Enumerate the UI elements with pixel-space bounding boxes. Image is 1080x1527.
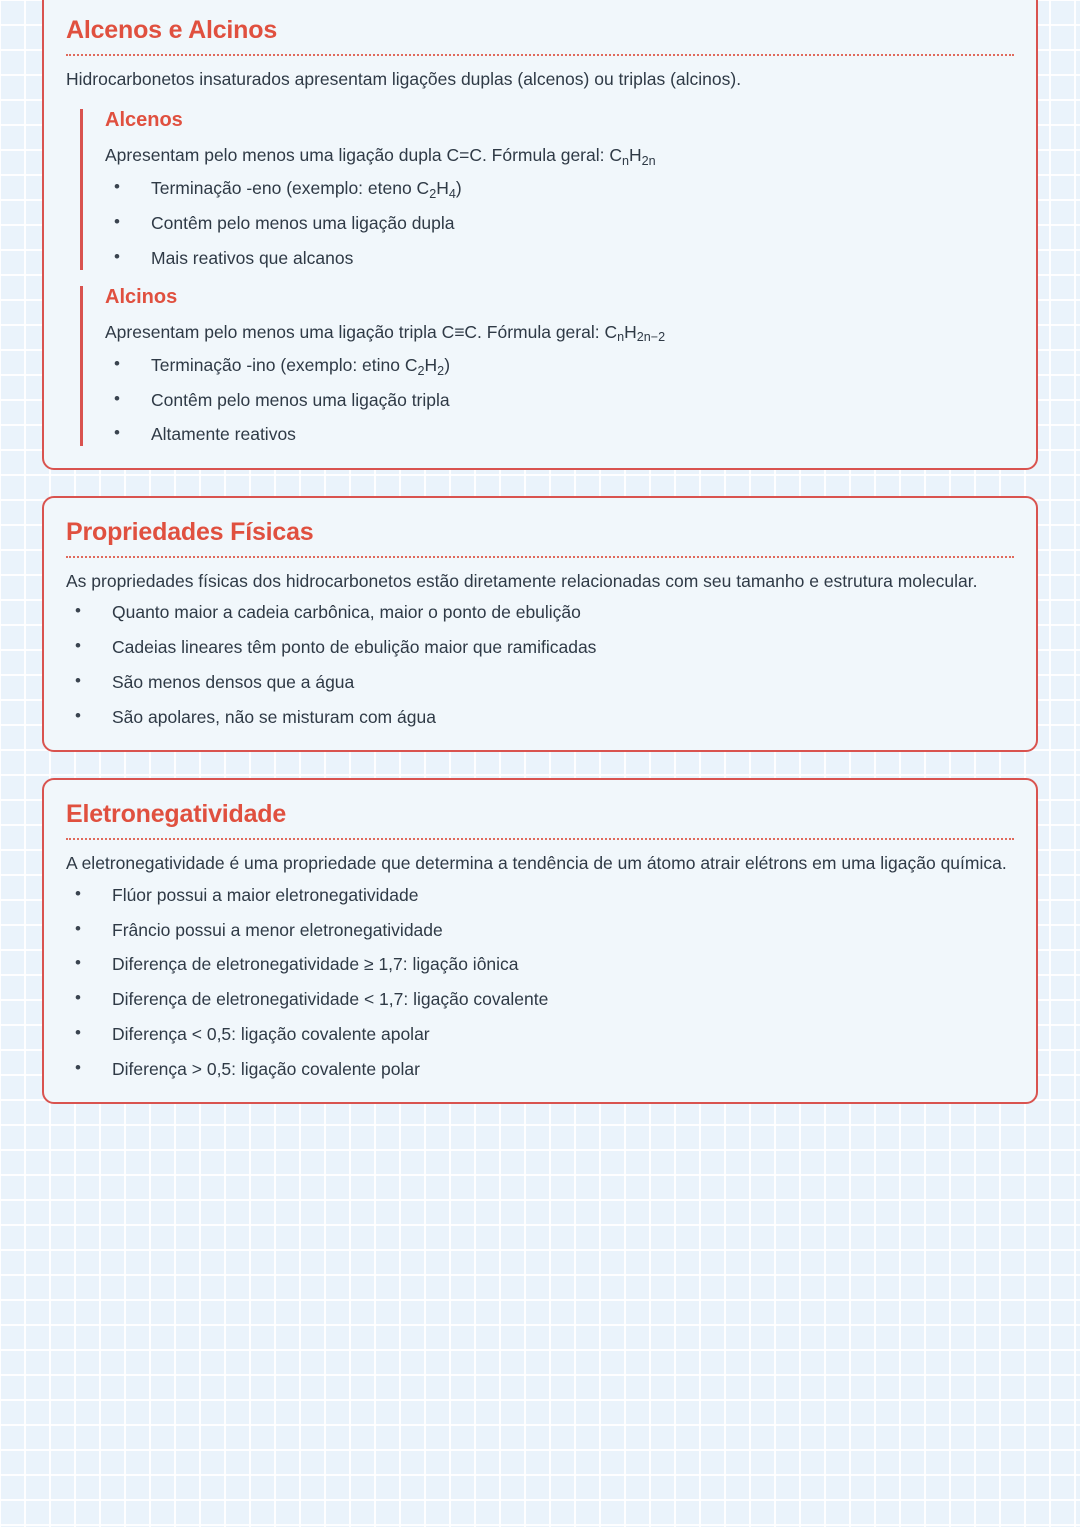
formula-subscript: 4 bbox=[448, 187, 456, 202]
formula-subscript-2n: 2n bbox=[641, 154, 656, 169]
list-item-suffix: ) bbox=[455, 178, 462, 199]
list-item bbox=[105, 177, 1014, 200]
formula-subscript: 2 bbox=[429, 187, 437, 202]
subsection-alcinos bbox=[80, 286, 1014, 446]
subsection-description bbox=[105, 319, 1014, 346]
subsection-description-text: Apresentam pelo menos uma ligação dupla C=C. Fórmula geral: C bbox=[105, 145, 622, 166]
list-item bbox=[105, 247, 1014, 270]
list-item: • Frâncio possui a menor eletronegatividade bbox=[66, 919, 1014, 942]
formula-element: H bbox=[424, 354, 438, 375]
list-item-suffix: ) bbox=[444, 354, 451, 375]
subsection-bullet-list bbox=[105, 354, 1014, 446]
list-item: • Diferença de eletronegatividade < 1,7: ligação covalente bbox=[66, 988, 1014, 1011]
list-item-text: Terminação -ino (exemplo: etino C bbox=[151, 354, 418, 375]
list-item bbox=[105, 389, 1014, 412]
list-item: • Cadeias lineares têm ponto de ebulição maior que ramificadas bbox=[66, 636, 1014, 659]
card-intro-text: Hidrocarbonetos insaturados apresentam ligações duplas (alcenos) ou triplas (alcinos). bbox=[66, 69, 742, 89]
list-item: • Diferença < 0,5: ligação covalente apolar bbox=[66, 1023, 1014, 1046]
list-item: • Flúor possui a maior eletronegatividade bbox=[66, 884, 1014, 907]
formula-element-h: H bbox=[629, 145, 642, 166]
card-intro-text: A eletronegatividade é uma propriedade que determina a tendência de um átomo atrair elétrons em uma ligação química. bbox=[66, 853, 1007, 874]
card-title: Alcenos e Alcinos bbox=[66, 16, 1014, 56]
subsection-title: Alcenos bbox=[105, 109, 183, 132]
list-item-text: Contêm pelo menos uma ligação tripla bbox=[151, 389, 450, 410]
list-item: • Diferença de eletronegatividade ≥ 1,7: ligação iônica bbox=[66, 953, 1014, 976]
formula-subscript: 2 bbox=[417, 363, 425, 378]
formula-subscript-n: n bbox=[622, 154, 630, 169]
card-bullet-list bbox=[66, 601, 1014, 728]
list-item-text: Altamente reativos bbox=[151, 424, 296, 445]
card-bullet-list bbox=[66, 884, 1014, 1081]
formula-element: H bbox=[436, 178, 449, 199]
card-eletronegatividade bbox=[42, 778, 1038, 1104]
card-alcenos-alcinos bbox=[42, 0, 1038, 470]
list-item: • Quanto maior a cadeia carbônica, maior o ponto de ebulição bbox=[66, 601, 1014, 624]
list-item bbox=[105, 423, 1014, 446]
formula-subscript-2n-2: 2n−2 bbox=[636, 330, 666, 345]
subsection-bullet-list bbox=[105, 177, 1014, 269]
card-intro-text: As propriedades físicas dos hidrocarbonetos estão diretamente relacionadas com seu tamanho e estrutura molecular. bbox=[66, 571, 978, 592]
list-item: • São menos densos que a água bbox=[66, 671, 1014, 694]
formula-subscript-n: n bbox=[617, 330, 625, 345]
card-title: Eletronegatividade bbox=[66, 800, 1014, 840]
list-item-text: Terminação -eno (exemplo: eteno C bbox=[151, 178, 430, 199]
formula-element-h: H bbox=[624, 321, 637, 342]
list-item bbox=[105, 212, 1014, 235]
subsection-description-text: Apresentam pelo menos uma ligação tripla C≡C. Fórmula geral: C bbox=[105, 321, 618, 342]
card-propriedades-fisicas bbox=[42, 496, 1038, 752]
list-item-text: Contêm pelo menos uma ligação dupla bbox=[151, 213, 455, 234]
card-title: Propriedades Físicas bbox=[66, 518, 1014, 558]
subsection-description bbox=[105, 142, 1014, 169]
list-item bbox=[105, 354, 1014, 377]
list-item: • Diferença > 0,5: ligação covalente polar bbox=[66, 1058, 1014, 1081]
subsection-title: Alcinos bbox=[105, 285, 178, 308]
list-item: • São apolares, não se misturam com água bbox=[66, 706, 1014, 729]
formula-subscript: 2 bbox=[437, 363, 445, 378]
subsection-alcenos bbox=[80, 109, 1014, 269]
list-item-text: Mais reativos que alcanos bbox=[151, 247, 354, 268]
